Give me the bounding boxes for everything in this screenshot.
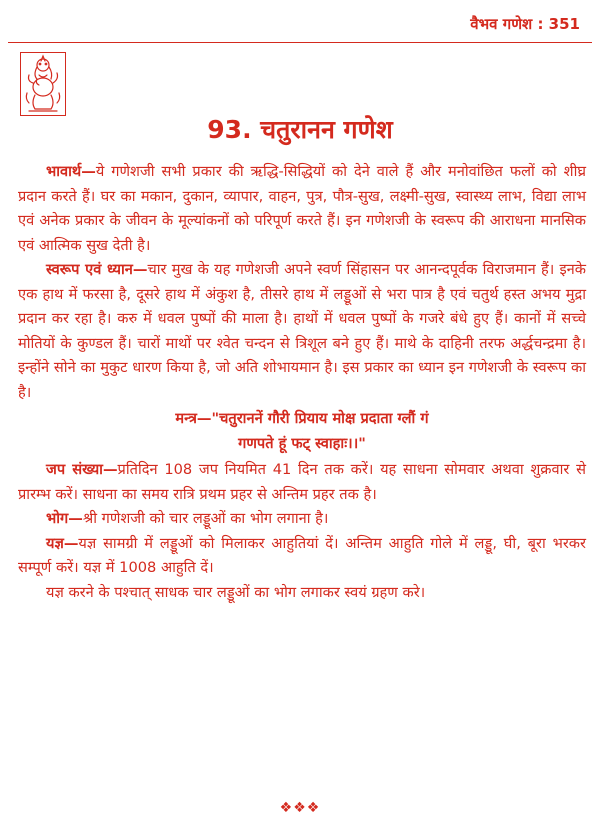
bhog-text: श्री गणेशजी को चार लड्डूओं का भोग लगाना है। xyxy=(82,510,329,527)
bhog-paragraph xyxy=(18,507,586,532)
end-ornament: ❖❖❖ xyxy=(279,800,321,816)
yagya-paragraph xyxy=(18,532,586,581)
swaroop-paragraph xyxy=(18,258,586,405)
ganesha-illustration-icon xyxy=(20,52,66,116)
bhog-label: भोग— xyxy=(46,510,83,527)
mantra-line-1: मन्त्र—"चतुराननें गौरी प्रियाय मोक्ष प्रदाता ग्लौं गं xyxy=(175,410,429,427)
bhavarth-paragraph xyxy=(18,160,586,258)
bhavarth-text: ये गणेशजी सभी प्रकार की ऋद्धि-सिद्धियों को देने वाले हैं और मनोवांछित फलों को शीघ्र प्रदान करते हैं। घर का मकान, दुकान, व्यापार, वाहन, पुत्र, पौत्र-सुख, लक्ष्मी-सुख, स्वास्थ्य लाभ, विद्या लाभ एवं अनेक प्रकार के जीवन के मूल्यांकनों को परिपूर्ण करते हैं। इन गणेशजी के स्वरूप की आराधना मानसिक एवं आत्मिक सुख देती है। xyxy=(18,163,586,254)
mantra-block xyxy=(18,407,586,456)
chapter-title: 93. चतुरानन गणेश xyxy=(207,115,393,144)
bhavarth-label: भावार्थ— xyxy=(46,163,96,180)
jap-paragraph xyxy=(18,458,586,507)
header-divider xyxy=(8,42,592,43)
yagya-text: यज्ञ सामग्री में लड्डूओं को मिलाकर आहुतियां दें। अन्तिम आहुति गोले में लड्डू, घी, बूरा भरकर सम्पूर्ण करें। यज्ञ में 1008 आहुति दें। xyxy=(18,534,586,576)
running-head: वैभव गणेश : 351 xyxy=(470,15,580,33)
swaroop-label: स्वरूप एवं ध्यान— xyxy=(46,261,148,278)
mantra-line-2: गणपते हूं फट् स्वाहाः।।" xyxy=(238,434,366,452)
jap-text: प्रतिदिन 108 जप नियमित 41 दिन तक करें। यह साधना सोमवार अथवा शुक्रवार से प्रारम्भ करें। साधना का समय रात्रि प्रथम प्रहर से अन्तिम प्रहर तक है। xyxy=(18,461,586,503)
jap-label: जप संख्या— xyxy=(46,461,118,478)
swaroop-text: चार मुख के यह गणेशजी अपने स्वर्ण सिंहासन पर आनन्दपूर्वक विराजमान हैं। इनके एक हाथ में फरसा है, दूसरे हाथ में अंकुश है, तीसरे हाथ में लड्डूओं से भरा पात्र है एवं चतुर्थ हस्त अभय मुद्रा प्रदान कर रहा है। करु में धवल पुष्पों की माला है। हाथों में धवल पुष्पों के गजरे बंधे हुए हैं। कानों में सच्चे मोतियों के कुण्डल हैं। चारों माथों पर श्वेत चन्दन से त्रिशूल बने हुए हैं। माथे के दाहिनी तरफ अर्द्धचन्द्रमा है। इन्होंने सोने का मुकुट धारण किया है, जो अति शोभायमान है। इस प्रकार का ध्यान इन गणेशजी के स्वरूप का है। xyxy=(18,261,586,401)
closing-paragraph: यज्ञ करने के पश्चात् साधक चार लड्डूओं का भोग लगाकर स्वयं ग्रहण करे। xyxy=(46,583,426,601)
page-body xyxy=(18,160,586,605)
yagya-label: यज्ञ— xyxy=(46,534,79,552)
